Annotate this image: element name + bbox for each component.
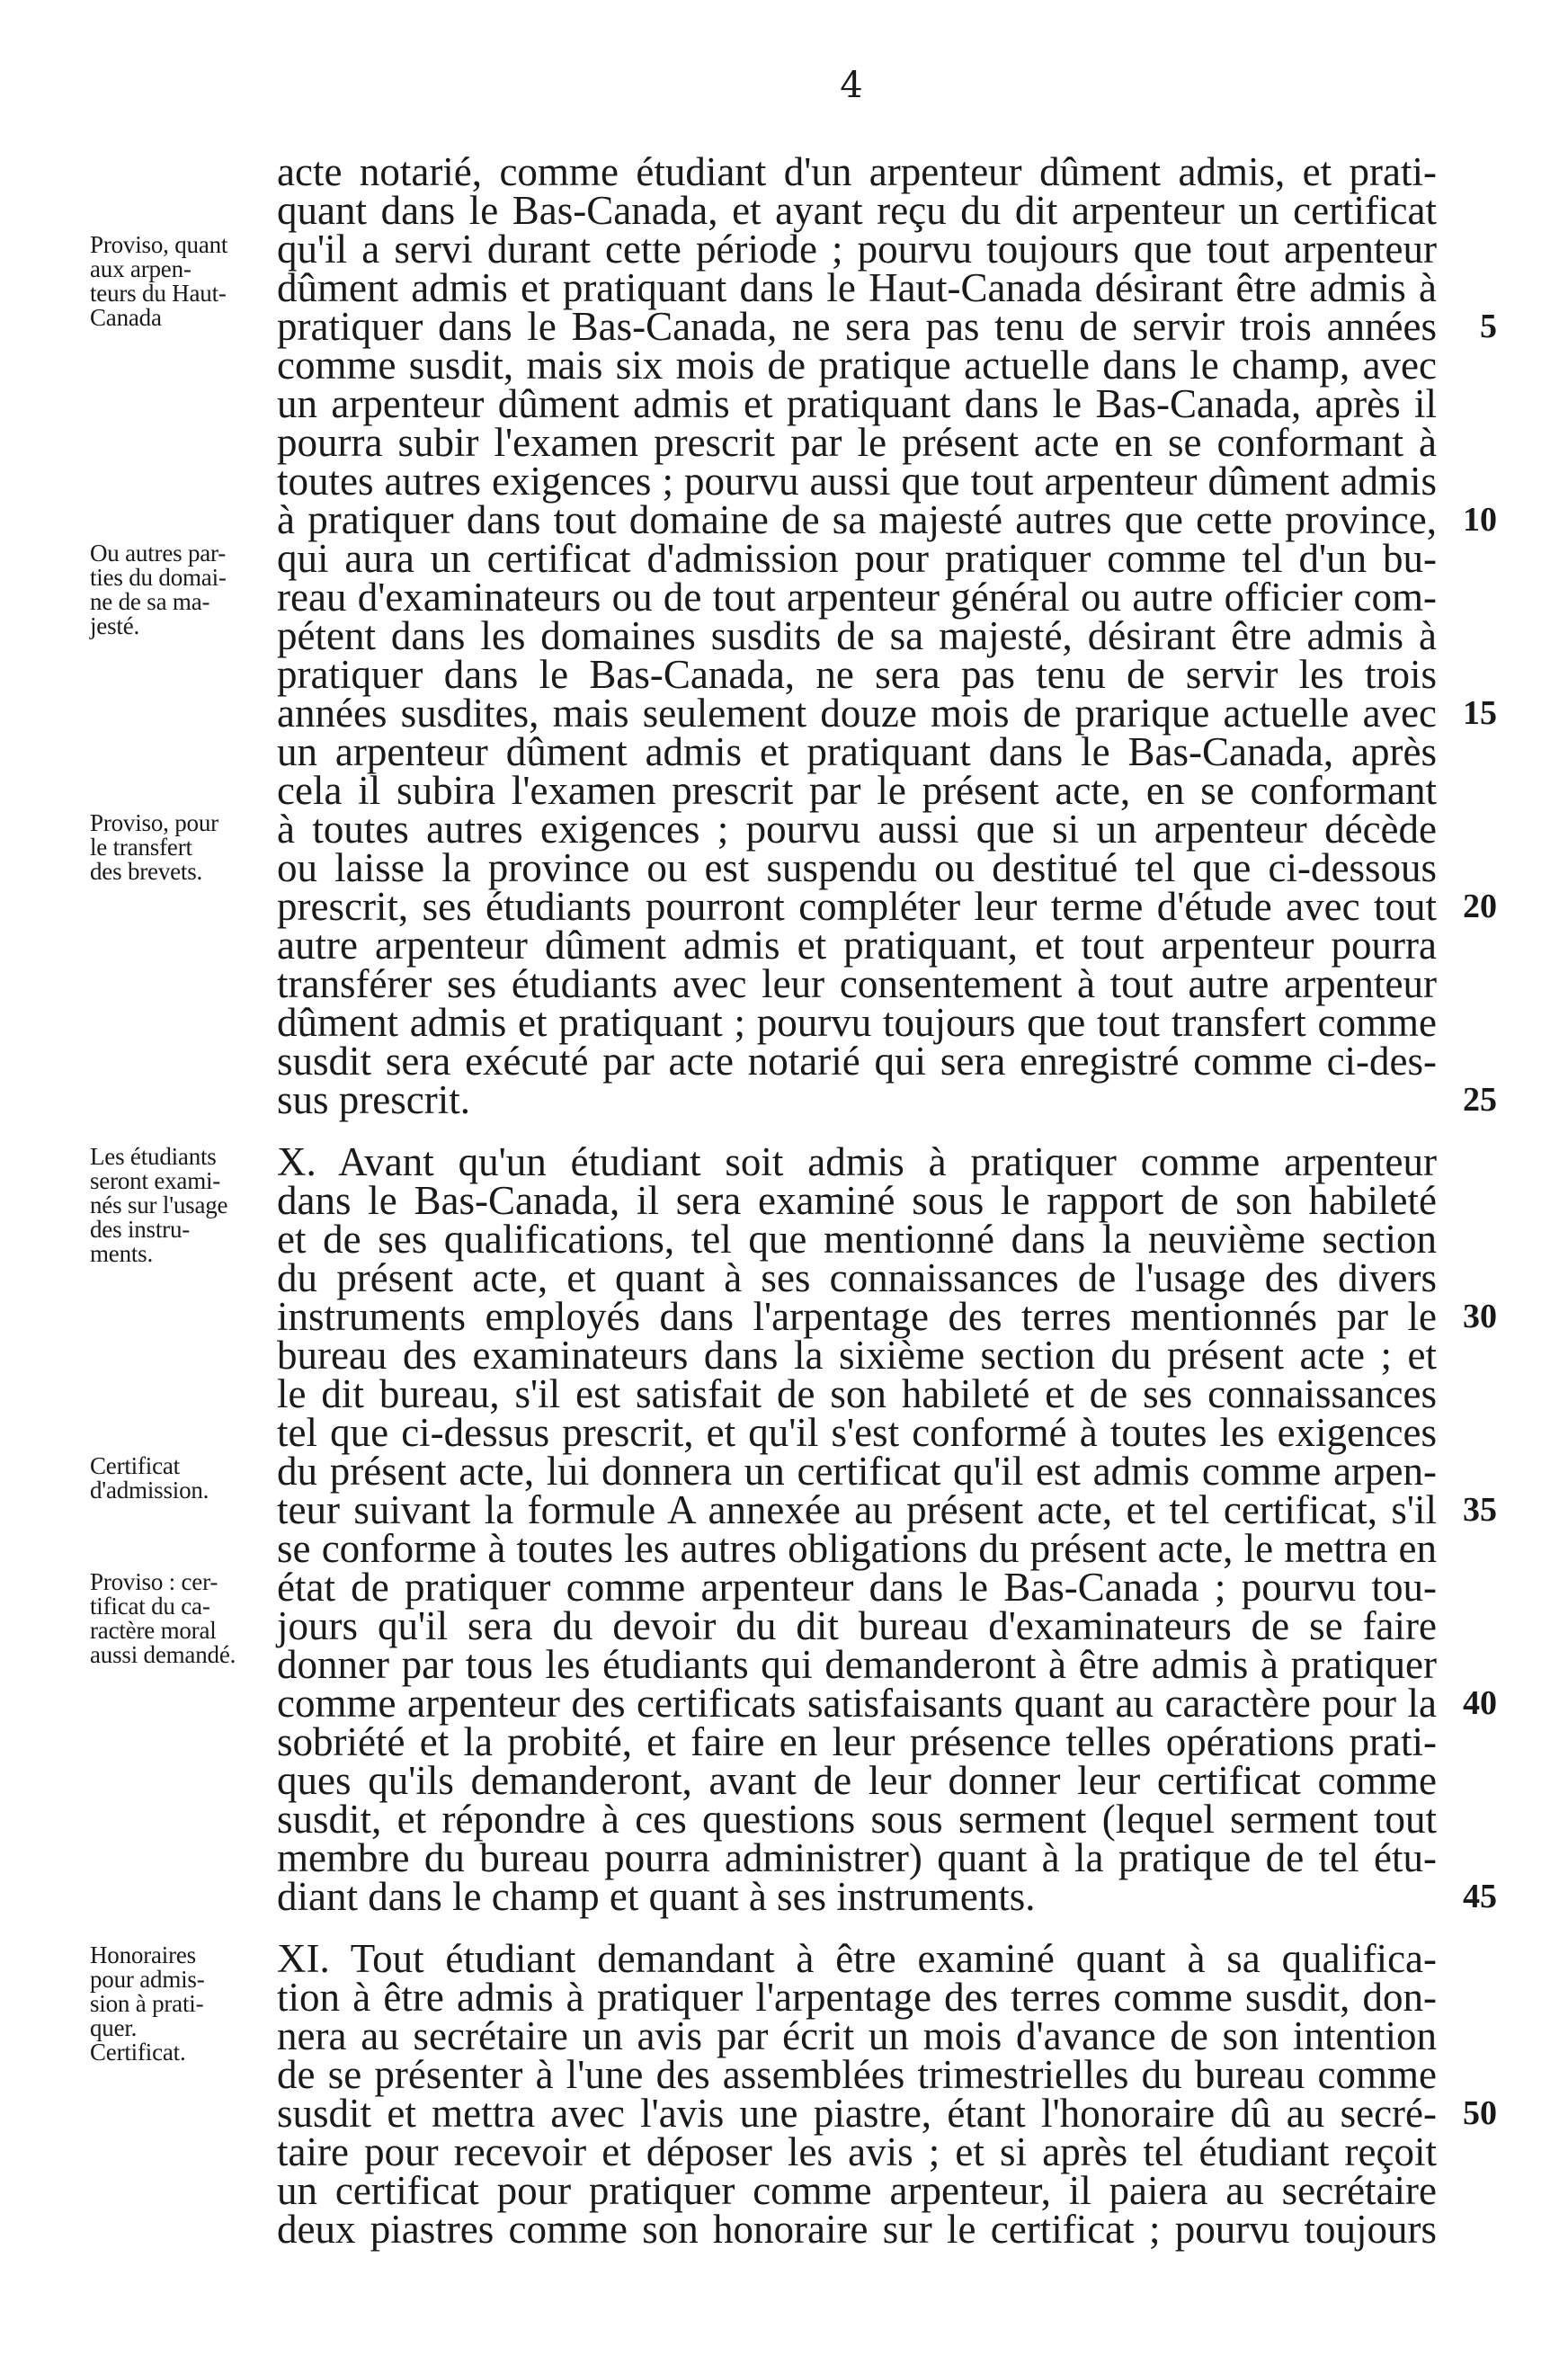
- text-line: du présent acte, lui donnera un certificat qu'il est admis comme arpen-: [277, 1449, 1437, 1494]
- text-line: à toutes autres exigences ; pourvu aussi que si un arpenteur décède: [277, 807, 1437, 852]
- text-line: cela il subira l'examen prescrit par le présent acte, en se conformant: [277, 768, 1437, 813]
- margin-note-line: Certificat.: [90, 2039, 186, 2066]
- text-line: sobriété et la probité, et faire en leur présence telles opérations prati-: [277, 1719, 1437, 1764]
- text-line: ques qu'ils demanderont, avant de leur donner leur certificat comme: [277, 1758, 1437, 1803]
- margin-note-line: tificat du ca-: [90, 1593, 210, 1620]
- text-line: années susdites, mais seulement douze mois de prarique actuelle avec: [277, 691, 1437, 736]
- text-line: bureau des examinateurs dans la sixième section du présent acte ; et: [277, 1333, 1437, 1378]
- text-line: teur suivant la formule A annexée au présent acte, et tel certificat, s'il: [277, 1487, 1437, 1532]
- text-line: autre arpenteur dûment admis et pratiquant, et tout arpenteur pourra: [277, 923, 1437, 968]
- margin-note-line: ties du domai-: [90, 564, 227, 591]
- text-line: membre du bureau pourra administrer) quant à la pratique de tel étu-: [277, 1835, 1437, 1880]
- text-line: à pratiquer dans tout domaine de sa majesté autres que cette province,: [277, 497, 1437, 542]
- text-line: dûment admis et pratiquant ; pourvu toujours que tout transfert comme: [277, 1000, 1437, 1045]
- text-line: XI. Tout étudiant demandant à être examiné quant à sa qualifica-: [277, 1936, 1437, 1981]
- text-line: qui aura un certificat d'admission pour pratiquer comme tel d'un bu-: [277, 536, 1437, 581]
- text-line: et de ses qualifications, tel que mentionné dans la neuvième section: [277, 1217, 1437, 1262]
- line-number: 25: [1463, 1081, 1497, 1119]
- line-number: 10: [1463, 501, 1497, 539]
- text-line: le dit bureau, s'il est satisfait de son habileté et de ses connaissances: [277, 1371, 1437, 1416]
- text-line: diant dans le champ et quant à ses instruments.: [277, 1874, 1036, 1919]
- margin-note-line: seront exami-: [90, 1167, 221, 1194]
- text-line: nera au secrétaire un avis par écrit un mois d'avance de son intention: [277, 2013, 1437, 2058]
- margin-note-line: Proviso, quant: [90, 231, 228, 258]
- line-number: 50: [1463, 2094, 1497, 2132]
- margin-note-line: nés sur l'usage: [90, 1191, 228, 1218]
- text-line: état de pratiquer comme arpenteur dans le Bas-Canada ; pourvu tou-: [277, 1565, 1437, 1610]
- text-line: tel que ci-dessus prescrit, et qu'il s'est conformé à toutes les exigences: [277, 1410, 1437, 1455]
- line-number: 5: [1480, 308, 1497, 345]
- text-line: deux piastres comme son honoraire sur le certificat ; pourvu toujours: [277, 2207, 1437, 2252]
- margin-note-line: des brevets.: [90, 858, 203, 885]
- text-line: toutes autres exigences ; pourvu aussi que tout arpenteur dûment admis: [277, 459, 1437, 504]
- text-line: de se présenter à l'une des assemblées trimestrielles du bureau comme: [277, 2052, 1437, 2097]
- text-line: ou laisse la province ou est suspendu ou destitué tel que ci-dessous: [277, 845, 1437, 890]
- line-number: 15: [1463, 694, 1497, 732]
- page-number: 4: [840, 65, 863, 106]
- text-line: X. Avant qu'un étudiant soit admis à pratiquer comme arpenteur: [277, 1139, 1437, 1184]
- margin-note-line: Proviso : cer-: [90, 1568, 218, 1595]
- line-number: 30: [1463, 1298, 1497, 1335]
- text-line: donner par tous les étudiants qui demanderont à être admis à pratiquer: [277, 1642, 1437, 1687]
- text-line: se conforme à toutes les autres obligations du présent acte, le mettra en: [277, 1526, 1437, 1571]
- text-line: reau d'examinateurs ou de tout arpenteur général ou autre officier com-: [277, 575, 1437, 620]
- margin-note-line: Proviso, pour: [90, 809, 218, 836]
- text-line: susdit et mettra avec l'avis une piastre, étant l'honoraire dû au secré-: [277, 2091, 1437, 2136]
- margin-note-line: aux arpen-: [90, 255, 192, 282]
- margin-note-line: Les étudiants: [90, 1143, 217, 1170]
- text-line: pratiquer dans le Bas-Canada, ne sera pas tenu de servir les trois: [277, 652, 1437, 697]
- text-line: transférer ses étudiants avec leur consentement à tout autre arpenteur: [277, 961, 1437, 1006]
- text-line: tion à être admis à pratiquer l'arpentage des terres comme susdit, don-: [277, 1975, 1437, 2020]
- text-line: comme susdit, mais six mois de pratique actuelle dans le champ, avec: [277, 343, 1437, 388]
- margin-note-line: ractère moral: [90, 1617, 217, 1644]
- text-line: dans le Bas-Canada, il sera examiné sous le rapport de son habileté: [277, 1178, 1437, 1223]
- text-line: instruments employés dans l'arpentage des terres mentionnés par le: [277, 1294, 1437, 1339]
- text-line: quant dans le Bas-Canada, et ayant reçu du dit arpenteur un certificat: [277, 188, 1437, 233]
- text-line: qu'il a servi durant cette période ; pourvu toujours que tout arpenteur: [277, 227, 1437, 272]
- margin-note-line: Certificat: [90, 1452, 180, 1479]
- text-line: sus prescrit.: [277, 1077, 470, 1122]
- margin-note-line: aussi demandé.: [90, 1641, 236, 1668]
- line-number: 20: [1463, 888, 1497, 925]
- margin-note-line: Ou autres par-: [90, 540, 227, 567]
- margin-note-line: d'admission.: [90, 1477, 209, 1504]
- text-line: comme arpenteur des certificats satisfaisants quant au caractère pour la: [277, 1681, 1437, 1726]
- text-line: susdit, et répondre à ces questions sous serment (lequel serment tout: [277, 1797, 1437, 1842]
- margin-note-line: jesté.: [90, 612, 140, 639]
- text-line: dûment admis et pratiquant dans le Haut-Canada désirant être admis à: [277, 265, 1437, 310]
- margin-note-line: pour admis-: [90, 1966, 205, 1993]
- text-line: pratiquer dans le Bas-Canada, ne sera pas tenu de servir trois années: [277, 304, 1437, 349]
- text-line: pétent dans les domaines susdits de sa majesté, désirant être admis à: [277, 613, 1437, 658]
- text-line: jours qu'il sera du devoir du dit bureau d'examinateurs de se faire: [277, 1603, 1437, 1648]
- text-line: prescrit, ses étudiants pourront compléter leur terme d'étude avec tout: [277, 884, 1437, 929]
- text-line: taire pour recevoir et déposer les avis ; et si après tel étudiant reçoit: [277, 2129, 1437, 2174]
- text-line: un arpenteur dûment admis et pratiquant dans le Bas-Canada, après: [277, 729, 1437, 774]
- text-line: susdit sera exécuté par acte notarié qui sera enregistré comme ci-des-: [277, 1039, 1437, 1084]
- text-line: du présent acte, et quant à ses connaissances de l'usage des divers: [277, 1255, 1437, 1300]
- line-number: 40: [1463, 1684, 1497, 1722]
- margin-note-line: quer.: [90, 2014, 138, 2041]
- text-line: pourra subir l'examen prescrit par le présent acte en se conformant à: [277, 420, 1437, 465]
- margin-note-line: Canada: [90, 304, 162, 331]
- text-line: un certificat pour pratiquer comme arpenteur, il paiera au secrétaire: [277, 2168, 1437, 2213]
- margin-note-line: sion à prati-: [90, 1990, 204, 2017]
- margin-note-line: teurs du Haut-: [90, 280, 227, 307]
- line-number: 45: [1463, 1878, 1497, 1915]
- margin-note-line: ments.: [90, 1240, 154, 1267]
- text-line: un arpenteur dûment admis et pratiquant dans le Bas-Canada, après il: [277, 381, 1437, 426]
- line-number: 35: [1463, 1491, 1497, 1529]
- text-line: acte notarié, comme étudiant d'un arpenteur dûment admis, et prati-: [277, 149, 1437, 194]
- margin-note-line: Honoraires: [90, 1941, 196, 1968]
- margin-note-line: ne de sa ma-: [90, 588, 210, 615]
- margin-note-line: le transfert: [90, 834, 192, 861]
- margin-note-line: des instru-: [90, 1216, 191, 1243]
